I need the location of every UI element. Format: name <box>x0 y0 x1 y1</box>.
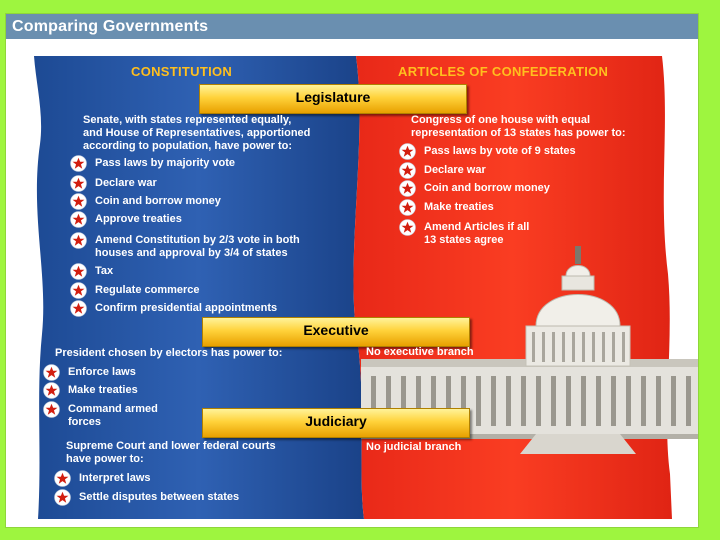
constitution-legislature-power-line: Confirm presidential appointments <box>95 302 278 314</box>
constitution-header: CONSTITUTION <box>131 64 233 79</box>
constitution-legislature-intro <box>83 114 310 153</box>
star-icon <box>399 162 416 179</box>
constitution-legislature-power-line: Pass laws by majority vote <box>95 157 236 169</box>
constitution-executive-power-line: forces <box>68 416 102 428</box>
articles-legislature-power-line: Make treaties <box>424 201 494 213</box>
constitution-legislature-power <box>95 213 182 226</box>
star-icon <box>54 470 71 487</box>
constitution-executive-power <box>68 366 136 379</box>
constitution-legislature-intro-line: according to population, have power to: <box>83 140 293 152</box>
articles-legislature-power <box>424 182 550 195</box>
no-executive-note: No executive branch <box>366 346 474 358</box>
articles-legislature-power-line: 13 states agree <box>424 234 504 246</box>
articles-legislature-power-line: Amend Articles if all <box>424 221 530 233</box>
constitution-legislature-power <box>95 195 221 208</box>
constitution-legislature-power-line: Amend Constitution by 2/3 vote in both <box>95 234 300 246</box>
constitution-legislature-power-line: Declare war <box>95 177 157 189</box>
constitution-legislature-power <box>95 265 113 278</box>
articles-legislature-power <box>424 145 576 158</box>
star-icon <box>399 143 416 160</box>
constitution-executive-power <box>68 384 138 397</box>
star-icon <box>70 232 87 249</box>
articles-legislature-intro-line: Congress of one house with equal <box>411 114 591 126</box>
executive-label: Executive <box>303 322 369 338</box>
star-icon <box>399 180 416 197</box>
star-icon <box>399 219 416 236</box>
constitution-executive-power-line: Enforce laws <box>68 366 136 378</box>
slide-frame <box>5 13 699 528</box>
articles-legislature-power-line: Coin and borrow money <box>424 182 550 194</box>
star-icon <box>43 382 60 399</box>
judiciary-label: Judiciary <box>305 413 367 429</box>
star-icon <box>70 211 87 228</box>
constitution-executive-intro-line: President chosen by electors has power to: <box>55 347 283 359</box>
constitution-executive-power-line: Make treaties <box>68 384 138 396</box>
constitution-judiciary-power-line: Settle disputes between states <box>79 491 240 503</box>
articles-legislature-power <box>424 164 486 177</box>
articles-legislature-power-line: Declare war <box>424 164 486 176</box>
articles-legislature-intro-line: representation of 13 states has power to: <box>411 127 626 139</box>
constitution-executive-power <box>68 403 158 429</box>
star-icon <box>70 263 87 280</box>
constitution-legislature-power <box>95 157 235 170</box>
star-icon <box>70 300 87 317</box>
star-icon <box>70 175 87 192</box>
constitution-legislature-power <box>95 177 157 190</box>
articles-header: ARTICLES OF CONFEDERATION <box>398 64 609 79</box>
constitution-legislature-power-line: Regulate commerce <box>95 284 200 296</box>
constitution-legislature-power <box>95 284 200 297</box>
constitution-judiciary-intro <box>66 440 276 466</box>
legislature-banner <box>199 84 467 114</box>
constitution-legislature-power <box>95 302 277 315</box>
constitution-legislature-power-line: Tax <box>95 265 114 277</box>
constitution-judiciary-intro-line: Supreme Court and lower federal courts <box>66 440 276 452</box>
constitution-legislature-power-line: Coin and borrow money <box>95 195 221 207</box>
star-icon <box>43 401 60 418</box>
star-icon <box>70 155 87 172</box>
constitution-executive-intro <box>55 347 282 360</box>
star-icon <box>70 282 87 299</box>
constitution-judiciary-power <box>79 491 239 504</box>
articles-legislature-power-line: Pass laws by vote of 9 states <box>424 145 576 157</box>
no-judicial-note: No judicial branch <box>366 441 462 453</box>
star-icon <box>43 364 60 381</box>
constitution-legislature-intro-line: and House of Representatives, apportioned <box>83 127 311 139</box>
constitution-judiciary-power <box>79 472 151 485</box>
articles-legislature-intro <box>411 114 626 140</box>
constitution-executive-power-line: Command armed <box>68 403 158 415</box>
constitution-legislature-intro-line: Senate, with states represented equally, <box>83 114 292 126</box>
constitution-legislature-power <box>95 234 300 260</box>
executive-banner <box>202 317 470 347</box>
constitution-judiciary-intro-line: have power to: <box>66 453 144 465</box>
constitution-legislature-power-line: Approve treaties <box>95 213 182 225</box>
articles-legislature-power <box>424 221 529 247</box>
legislature-label: Legislature <box>295 89 371 105</box>
page-title: Comparing Governments <box>12 18 209 35</box>
star-icon <box>399 199 416 216</box>
constitution-legislature-power-line: houses and approval by 3/4 of states <box>95 247 288 259</box>
articles-legislature-power <box>424 201 494 214</box>
judiciary-banner <box>202 408 470 438</box>
constitution-judiciary-power-line: Interpret laws <box>79 472 151 484</box>
star-icon <box>70 193 87 210</box>
star-icon <box>54 489 71 506</box>
